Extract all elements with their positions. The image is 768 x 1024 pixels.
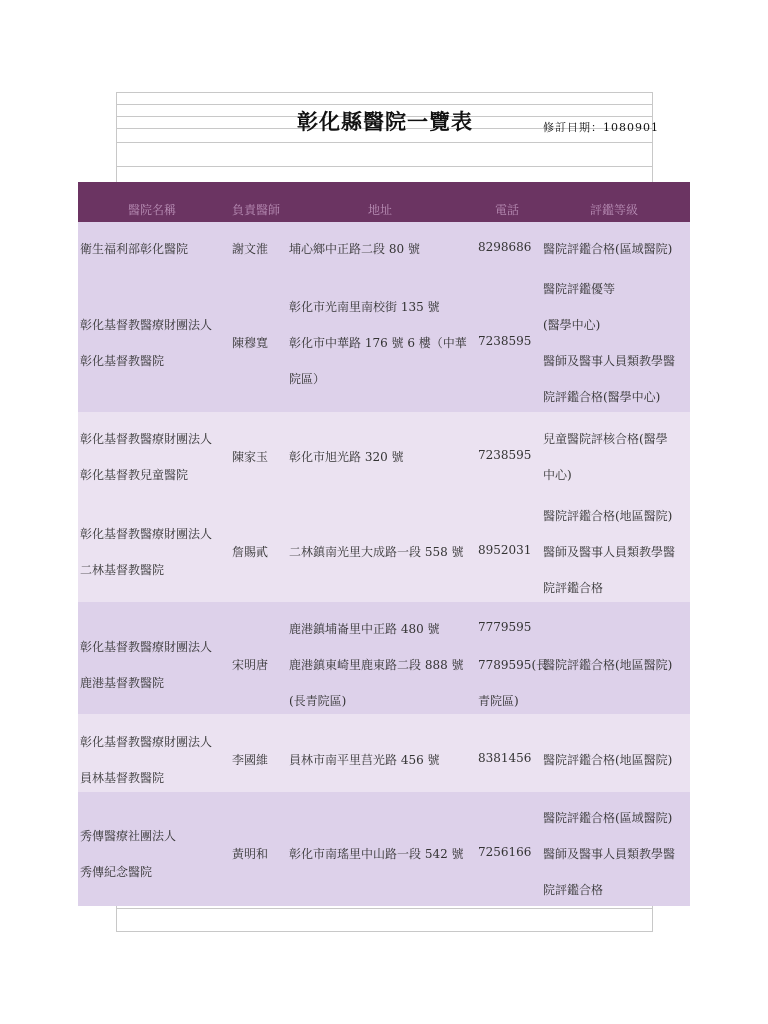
column-header-address: 地址 <box>368 203 393 217</box>
hospital-phone: 7238595 <box>478 448 532 462</box>
hospital-name: 員林基督教醫院 <box>80 771 165 785</box>
doctor-name: 陳穆寬 <box>232 336 269 350</box>
accreditation-grade: 醫師及醫事人員類教學醫 <box>543 354 676 368</box>
accreditation-grade: 醫院評鑑合格(區域醫院) <box>543 811 673 825</box>
accreditation-grade: 醫師及醫事人員類教學醫 <box>543 847 676 861</box>
accreditation-grade: 醫院評鑑合格(地區醫院) <box>543 753 673 767</box>
document-title: 彰化縣醫院一覽表 <box>297 109 473 134</box>
hospital-phone: 7256166 <box>478 845 532 859</box>
hospital-address: 鹿港鎮東崎里鹿東路二段 888 號 <box>289 658 464 672</box>
hospital-address: 彰化市光南里南校街 135 號 <box>289 300 440 314</box>
hospital-name: 彰化基督教兒童醫院 <box>80 468 189 482</box>
column-header-grade: 評鑑等級 <box>590 203 639 217</box>
accreditation-grade: 院評鑑合格(醫學中心) <box>543 390 661 404</box>
accreditation-grade: 中心) <box>543 468 572 482</box>
grid-line <box>116 104 653 105</box>
hospital-address: 院區） <box>289 372 326 386</box>
hospital-phone: 7779595 <box>478 620 532 634</box>
column-header-phone: 電話 <box>495 203 520 217</box>
accreditation-grade: 醫院評鑑合格(區域醫院) <box>543 242 673 256</box>
doctor-name: 黃明和 <box>232 847 269 861</box>
grid-line <box>116 142 653 143</box>
accreditation-grade: 醫師及醫事人員類教學醫 <box>543 545 676 559</box>
accreditation-grade: 醫院評鑑合格(地區醫院) <box>543 509 673 523</box>
hospital-name: 彰化基督教醫療財團法人 <box>80 432 213 446</box>
accreditation-grade: 院評鑑合格 <box>543 883 604 897</box>
grid-line <box>116 908 653 909</box>
doctor-name: 陳家玉 <box>232 450 269 464</box>
hospital-name: 鹿港基督教醫院 <box>80 676 165 690</box>
hospital-name: 彰化基督教醫療財團法人 <box>80 527 213 541</box>
accreditation-grade: 醫院評鑑合格(地區醫院) <box>543 658 673 672</box>
hospital-phone: 青院區) <box>478 694 519 708</box>
accreditation-grade: 兒童醫院評核合格(醫學 <box>543 432 668 446</box>
hospital-phone: 8298686 <box>478 240 532 254</box>
column-header-hospital-name: 醫院名稱 <box>128 203 177 217</box>
hospital-address: 彰化市南瑤里中山路一段 542 號 <box>289 847 464 861</box>
hospital-name: 衛生福利部彰化醫院 <box>80 242 189 256</box>
hospital-name: 彰化基督教醫療財團法人 <box>80 318 213 332</box>
hospital-phone: 7238595 <box>478 334 532 348</box>
hospital-address: 員林市南平里莒光路 456 號 <box>289 753 440 767</box>
hospital-name: 秀傳紀念醫院 <box>80 865 153 879</box>
hospital-name: 彰化基督教醫療財團法人 <box>80 640 213 654</box>
hospital-address: 彰化市中華路 176 號 6 樓（中華 <box>289 336 467 350</box>
hospital-address: 鹿港鎮埔崙里中正路 480 號 <box>289 622 440 636</box>
hospital-name: 彰化基督教醫療財團法人 <box>80 735 213 749</box>
hospital-address: (長青院區) <box>289 694 347 708</box>
hospital-address: 彰化市旭光路 320 號 <box>289 450 404 464</box>
accreditation-grade: 醫院評鑑優等 <box>543 282 616 296</box>
doctor-name: 詹賜貳 <box>232 545 269 559</box>
grid-line <box>116 166 653 167</box>
doctor-name: 李國維 <box>232 753 269 767</box>
hospital-phone: 8381456 <box>478 751 532 765</box>
hospital-address: 二林鎮南光里大成路一段 558 號 <box>289 545 464 559</box>
column-header-doctor: 負責醫師 <box>232 203 281 217</box>
accreditation-grade: (醫學中心) <box>543 318 601 332</box>
accreditation-grade: 院評鑑合格 <box>543 581 604 595</box>
hospital-name: 秀傳醫療社團法人 <box>80 829 177 843</box>
hospital-phone: 8952031 <box>478 543 532 557</box>
revision-date: 修訂日期：1080901 <box>543 121 659 134</box>
doctor-name: 謝文淮 <box>232 242 269 256</box>
hospital-name: 二林基督教醫院 <box>80 563 165 577</box>
doctor-name: 宋明唐 <box>232 658 269 672</box>
hospital-name: 彰化基督教醫院 <box>80 354 165 368</box>
hospital-phone: 7789595(長 <box>478 658 549 672</box>
hospital-address: 埔心鄉中正路二段 80 號 <box>289 242 420 256</box>
